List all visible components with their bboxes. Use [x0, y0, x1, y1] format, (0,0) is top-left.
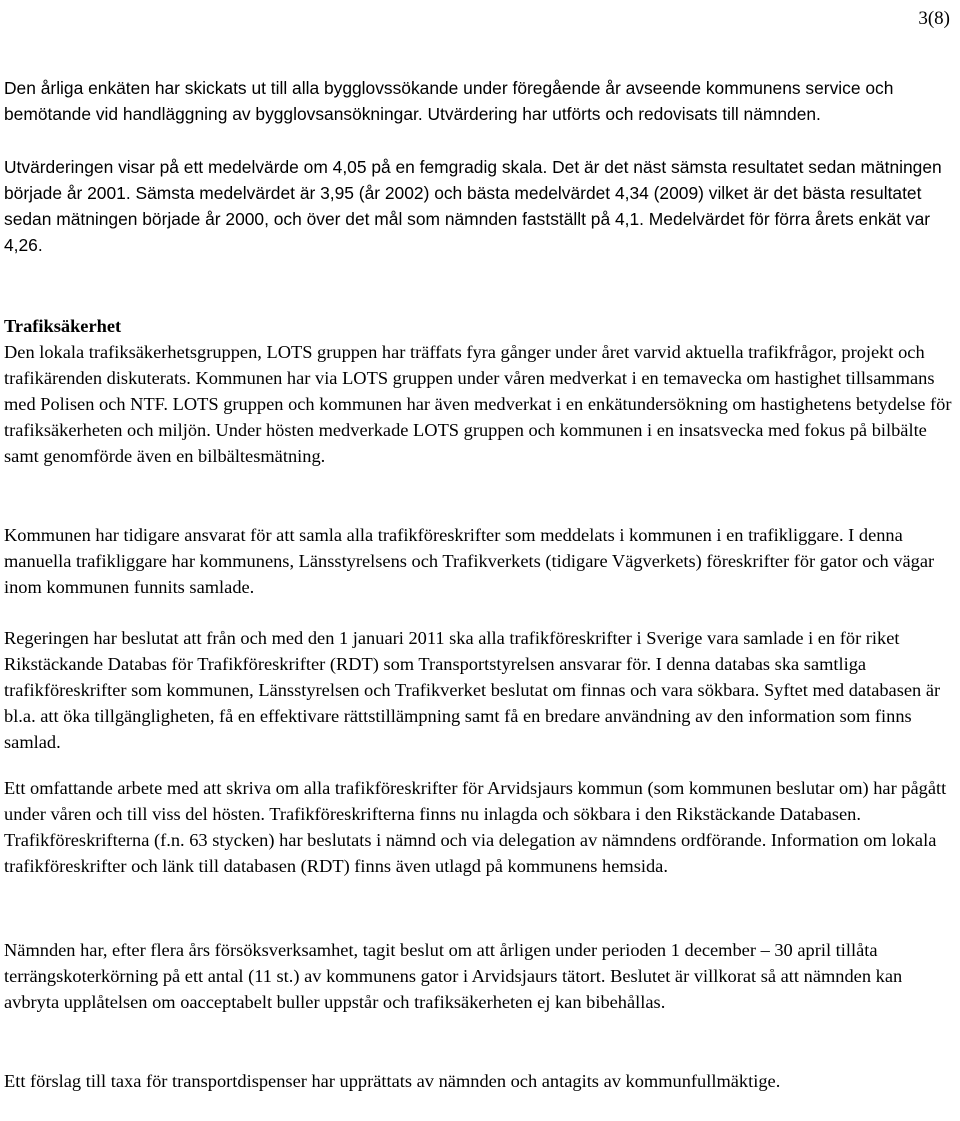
intro-paragraph-2-rest: Sämsta medelvärdet är 3,95 (år 2002) och bästa medelvärdet 4,34 (2009) vilket är det bästa resultatet sedan mätningen började år 2000, och över det mål som nämnden fastställt på 4,1. Medelvärdet för förra årets enkät var 4,26. — [4, 183, 931, 255]
traffic-paragraph-3: Regeringen har beslutat att från och med den 1 januari 2011 ska alla trafikföreskrifter i Sverige vara samlade i en för riket Rikstäckande Databas för Trafikföreskrifter (RDT) som Transportstyrelsen ansvarar för. I denna databas ska samtliga trafikföreskrifter som kommunen, Länsstyrelsen och Trafikverket beslutat om finnas och vara sökbara. Syftet med databasen är bl.a. att öka tillgängligheten, få en effektivare rättstillämpning samt få en bredare användning av den information som finns samlad. — [4, 628, 941, 752]
intro-paragraph-1 — [4, 75, 954, 127]
traffic-paragraph-5: Nämnden har, efter flera års försöksverksamhet, tagit beslut om att årligen under perioden 1 december – 30 april tillåta terrängskoterkörning på ett antal (11 st.) av kommunens gator i Arvidsjaurs tätort. Beslutet är villkorat så att nämnden kan avbryta upplåtelsen om oacceptabelt buller uppstår och trafiksäkerheten ej kan bibehållas. — [4, 940, 903, 1012]
traffic-paragraph-2: Kommunen har tidigare ansvarat för att samla alla trafikföreskrifter som meddelats i kommunen i en trafikliggare. I denna manuella trafikliggare har kommunens, Länsstyrelsens och Trafikverkets (tidigare Vägverkets) föreskrifter för gator och vägar inom kommunen funnits samlade. — [4, 525, 935, 597]
intro-paragraph-1-text: Den årliga enkäten har skickats ut till alla bygglovssökande under föregående år avseende kommunens service och bemötande vid handläggning av bygglovsansökningar. Utvärdering har utförts och redovisats till nämnden. — [4, 78, 894, 124]
intro-paragraph-2-lead: Utvärderingen visar på ett medelvärde om 4,05 på en femgradig skala. Det är det näst sämsta resultatet sedan mätningen började år 2001. — [4, 157, 942, 203]
intro-paragraph-2 — [4, 154, 954, 258]
traffic-paragraph-4: Ett omfattande arbete med att skriva om alla trafikföreskrifter för Arvidsjaurs kommun (som kommunen beslutar om) har pågått under våren och till viss del hösten. Trafikföreskrifterna finns nu inlagda och sökbara i den Rikstäckande Databasen. Trafikföreskrifterna (f.n. 63 stycken) har beslutats i nämnd och via delegation av nämndens ordförande. Information om lokala trafikföreskrifter och länk till databasen (RDT) finns även utlagd på kommunens hemsida. — [4, 778, 947, 876]
traffic-paragraph-6: Ett förslag till taxa för transportdispenser har upprättats av nämnden och antagits av kommunfullmäktige. — [4, 1071, 781, 1091]
page-number: 3(8) — [918, 8, 950, 29]
section-heading-trafiksakerhet: Trafiksäkerhet — [4, 316, 122, 336]
traffic-paragraph-1: Den lokala trafiksäkerhetsgruppen, LOTS gruppen har träffats fyra gånger under året varvid aktuella trafikfrågor, projekt och trafikärenden diskuterats. Kommunen har via LOTS gruppen under våren medverkat i en temavecka om hastighet tillsammans med Polisen och NTF. LOTS gruppen och kommunen har även medverkat i en enkätundersökning om hastighetens betydelse för trafiksäkerheten och miljön. Under hösten medverkade LOTS gruppen och kommunen i en insatsvecka med fokus på bilbälte samt genomförde även en bilbältesmätning. — [4, 342, 952, 466]
